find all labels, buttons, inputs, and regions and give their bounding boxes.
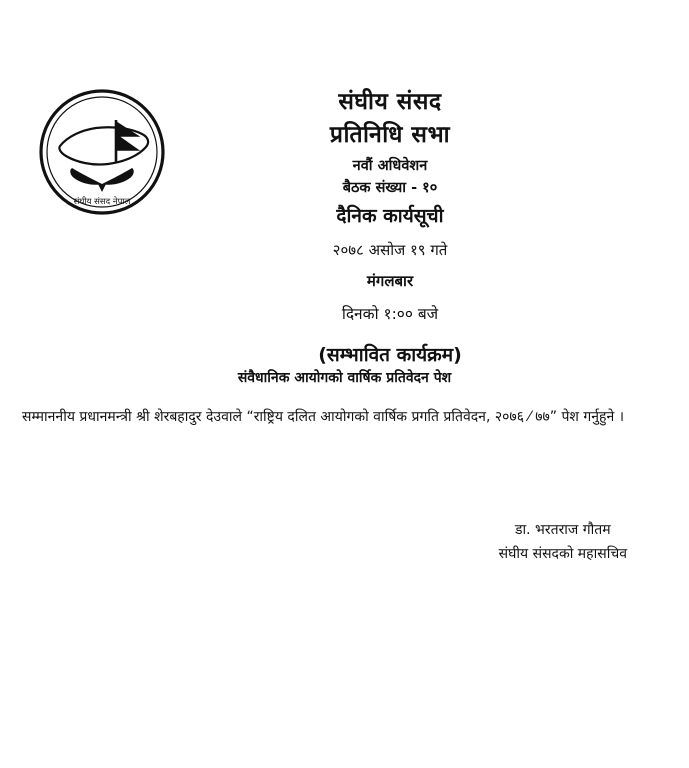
meeting-time: दिनको १:०० बजे — [341, 304, 439, 323]
document-header — [170, 86, 610, 367]
signature-block — [499, 518, 627, 566]
agenda-title: दैनिक कार्यसूची — [336, 205, 444, 228]
nepal-parliament-emblem-icon — [38, 88, 166, 216]
meeting-day: मंगलबार — [366, 271, 414, 290]
section-title: संवैधानिक आयोगको वार्षिक प्रतिवेदन पेश — [237, 370, 452, 386]
sitting-number: बैठक संख्या - १० — [342, 180, 438, 197]
meeting-date: २०७८ असोज १९ गते — [332, 240, 448, 259]
emblem-caption: संघीय संसद नेपाल — [73, 197, 131, 207]
session-label: नवौं अधिवेशन — [352, 158, 428, 175]
signatory-name: डा. भरतराज गौतम — [515, 522, 611, 538]
page-title-line1: संघीय संसद — [338, 89, 442, 115]
signatory-role: संघीय संसदको महासचिव — [498, 546, 627, 563]
page-title-line2: प्रतिनिधि सभा — [329, 121, 451, 148]
tentative-program-label: (सम्भावित कार्यक्रम) — [318, 343, 462, 366]
agenda-item-text: सम्माननीय प्रधानमन्त्री श्री शेरबहादुर देउवाले “राष्ट्रिय दलित आयोगको वार्षिक प्रगति प्रतिवेदन, २०७६ ⁄ ७७” पेश गर्नुहुने । — [22, 409, 625, 425]
